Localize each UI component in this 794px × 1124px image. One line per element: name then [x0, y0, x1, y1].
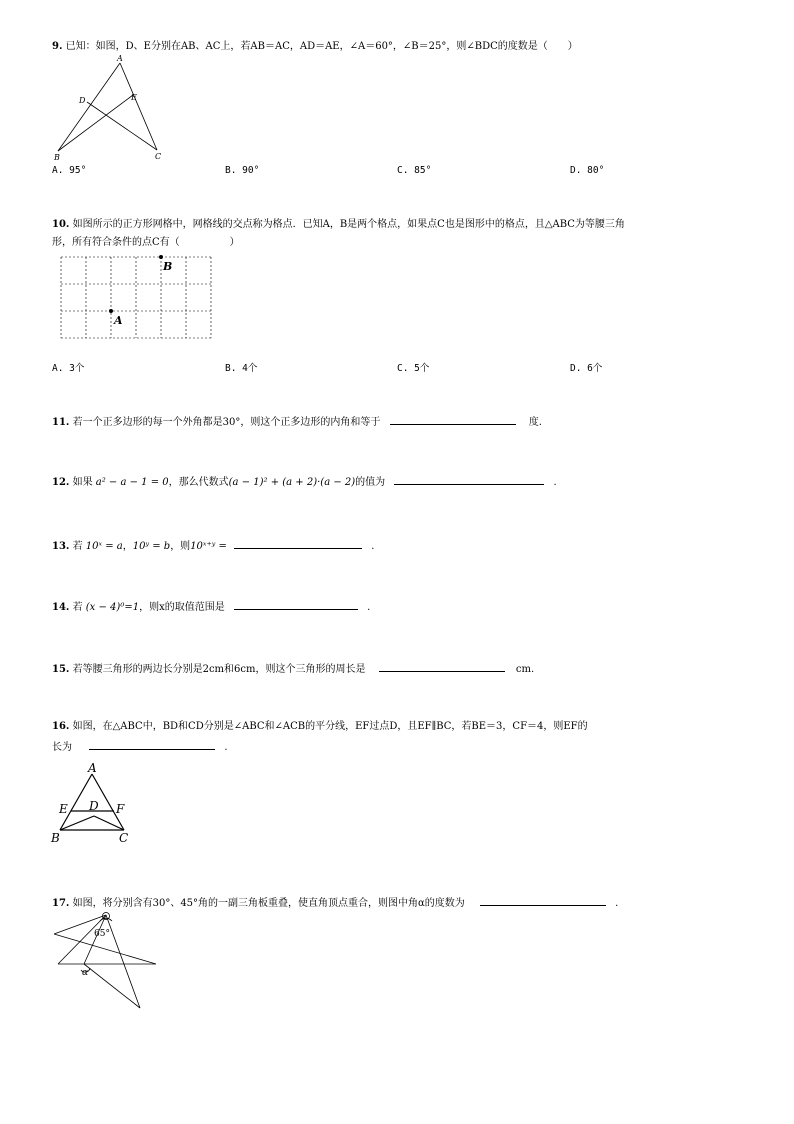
point-A — [109, 309, 113, 313]
question-number: 10. — [52, 219, 70, 230]
question-mid: ，那么代数式 — [168, 477, 229, 488]
question-15 — [52, 660, 534, 677]
option-b: B. 90° — [225, 165, 260, 176]
question-post: ，则x的取值范围是 — [139, 602, 225, 613]
label-F: F — [116, 802, 125, 816]
question-13 — [52, 537, 374, 554]
question-pre: 如果 — [72, 477, 93, 488]
question-11 — [52, 413, 542, 430]
answer-blank[interactable] — [394, 473, 544, 485]
question-number: 13. — [52, 541, 70, 552]
question-sep: ， — [122, 541, 133, 552]
option-a: A. 95° — [52, 165, 87, 176]
label-A: A — [114, 314, 123, 327]
question-number: 16. — [52, 721, 70, 732]
answer-blank[interactable] — [234, 598, 358, 610]
label-D: D — [89, 799, 99, 813]
question-16-line2 — [52, 738, 228, 755]
equation-1: 10ˣ = a — [85, 541, 123, 552]
point-B — [159, 255, 163, 259]
question-tail: . — [224, 742, 228, 753]
question-tail: . — [371, 541, 375, 552]
triangle-figure-q16 — [48, 760, 138, 846]
triangles-figure-q17 — [48, 908, 163, 1012]
answer-blank[interactable] — [390, 413, 516, 425]
label-E: E — [59, 802, 68, 816]
question-pre: 若 — [72, 541, 83, 552]
question-text: 如图，将分别含有30°、45°角的一副三角板重叠，使直角顶点重合，则图中角α的度数为 — [72, 898, 465, 909]
label-angle-65: 65° — [94, 929, 110, 939]
question-number: 17. — [52, 898, 70, 909]
option-c: C. 5个 — [397, 363, 430, 374]
question-tail: . — [615, 898, 619, 909]
grid-figure-q10 — [55, 252, 220, 344]
label-A: A — [117, 54, 123, 63]
question-16-line1 — [52, 720, 588, 734]
option-c: C. 85° — [397, 165, 432, 176]
label-A: A — [88, 761, 97, 775]
triangle-figure-q9 — [50, 54, 170, 164]
question-tail: cm. — [515, 664, 535, 675]
question-text: 若等腰三角形的两边长分别是2cm和6cm，则这个三角形的周长是 — [72, 664, 366, 675]
label-D: D — [79, 96, 86, 105]
question-number: 11. — [52, 417, 70, 428]
option-a: A. 3个 — [52, 363, 85, 374]
question-number: 14. — [52, 602, 70, 613]
question-pre: 若 — [72, 602, 83, 613]
question-text: 若一个正多边形的每一个外角都是30°，则这个正多边形的内角和等于 — [72, 417, 381, 428]
answer-blank[interactable] — [89, 738, 215, 750]
question-text: 已知：如图，D、E分别在AB、AC上，若AB＝AC，AD＝AE，∠A＝60°，∠B＝25°，则∠BDC的度数是（ ） — [65, 41, 578, 52]
option-b: B. 4个 — [225, 363, 258, 374]
answer-blank[interactable] — [234, 537, 362, 549]
equation-2: 10ʸ = b — [132, 541, 171, 552]
option-d: D. 80° — [570, 165, 605, 176]
label-B: B — [54, 153, 60, 162]
question-10-line1 — [52, 218, 625, 232]
question-tail: . — [553, 477, 557, 488]
label-B: B — [51, 831, 60, 845]
question-10-line2: 形，所有符合条件的点C有（ ） — [52, 237, 240, 248]
label-C: C — [119, 831, 129, 845]
question-text: 长为 — [52, 742, 72, 753]
question-number: 15. — [52, 664, 70, 675]
question-number: 12. — [52, 477, 70, 488]
question-text: 如图，在△ABC中，BD和CD分别是∠ABC和∠ACB的平分线，EF过点D，且EF∥BC，若BE＝3，CF＝4，则EF的 — [72, 721, 588, 732]
question-14 — [52, 598, 370, 615]
question-9 — [52, 40, 578, 54]
question-number: 9. — [52, 41, 63, 52]
option-d: D. 6个 — [570, 363, 603, 374]
question-text: 如图所示的正方形网格中，网格线的交点称为格点．已知A，B是两个格点，如果点C也是图形中的格点，且△ABC为等腰三角 — [72, 219, 625, 230]
question-tail: 度. — [528, 417, 542, 428]
label-E: E — [131, 93, 137, 102]
question-mid: ，则 — [170, 541, 191, 552]
label-C: C — [155, 152, 162, 161]
question-post: 的值为 — [355, 477, 386, 488]
label-alpha: α — [82, 968, 89, 978]
expression: (a − 1)² + (a + 2)·(a − 2) — [228, 477, 356, 488]
expression: (x − 4)⁰=1 — [85, 602, 140, 613]
equation-3: 10ˣ⁺ʸ = — [190, 541, 227, 552]
answer-blank[interactable] — [379, 660, 505, 672]
label-B: B — [163, 260, 173, 273]
equation: a² − a − 1 = 0 — [95, 477, 169, 488]
answer-blank[interactable] — [480, 894, 606, 906]
question-12 — [52, 473, 557, 490]
question-tail: . — [367, 602, 371, 613]
